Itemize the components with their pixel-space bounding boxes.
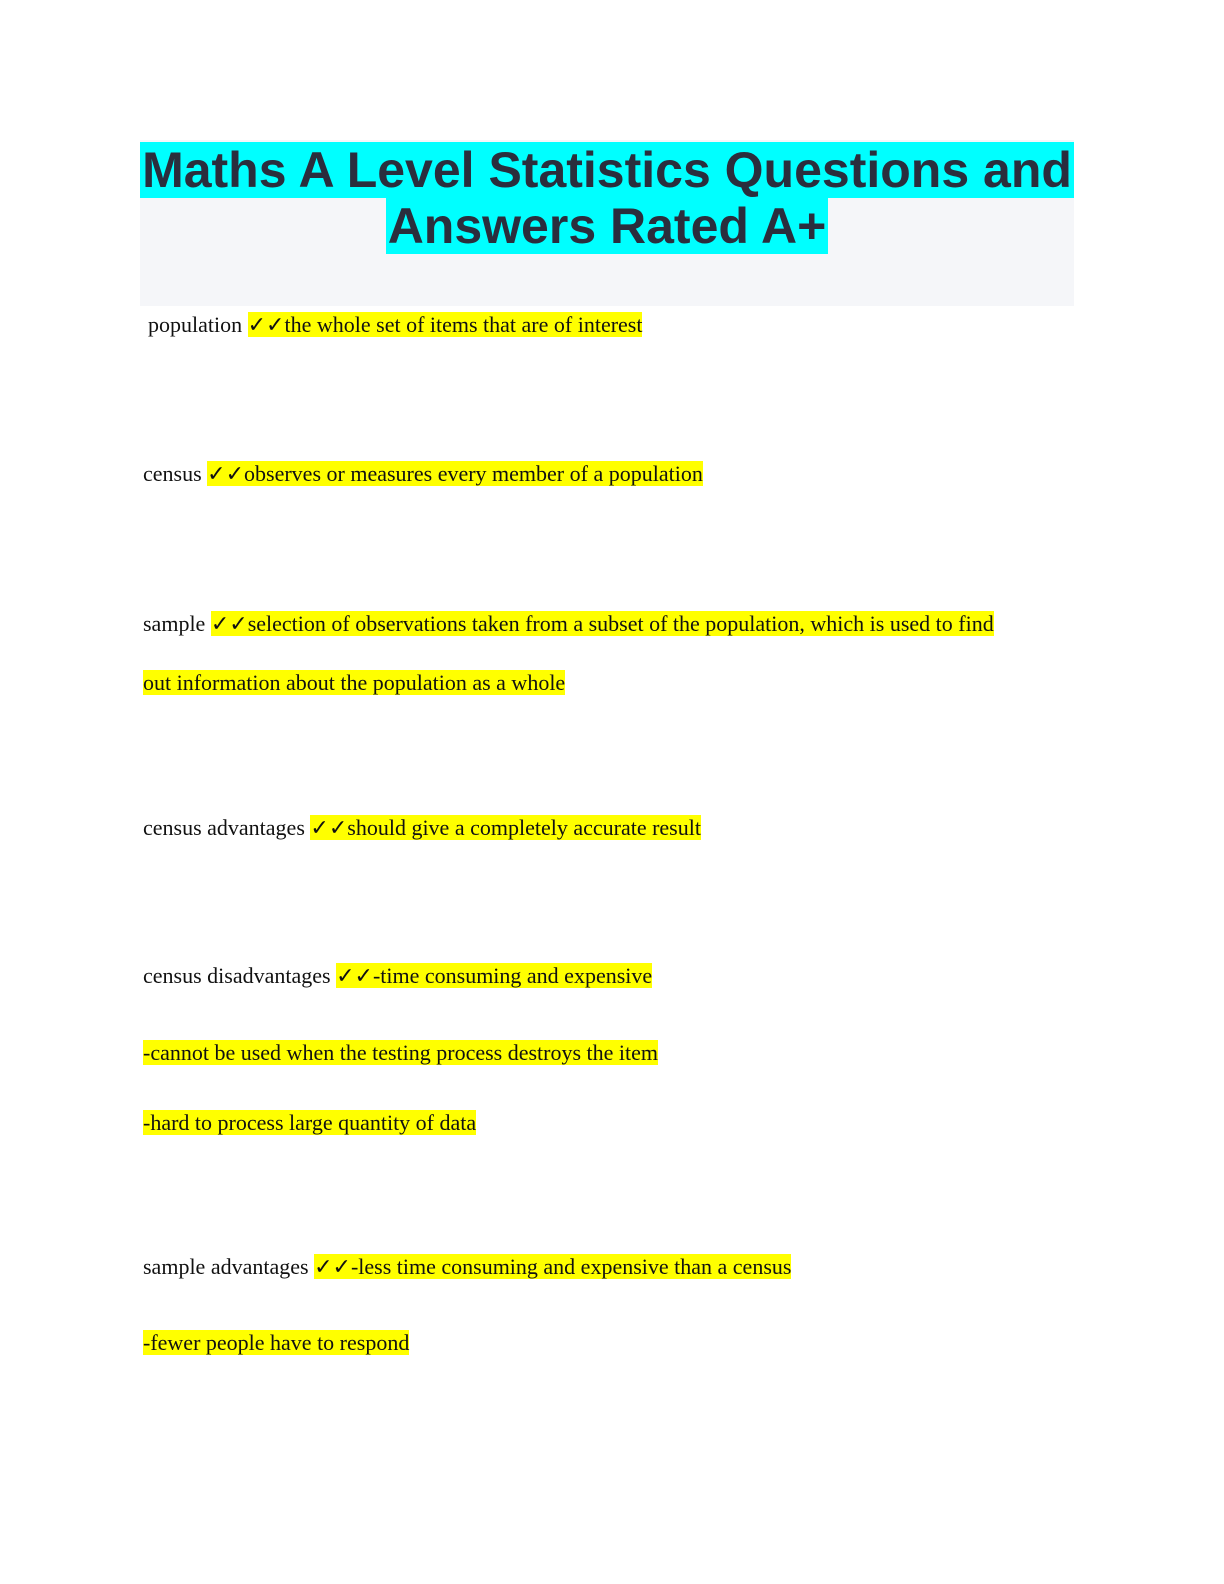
definition-text: -less time consuming and expensive than a census — [350, 1254, 792, 1279]
definition-text: -time consuming and expensive — [372, 963, 653, 988]
entry-population — [148, 310, 642, 341]
definition-text: should give a completely accurate result — [347, 815, 701, 840]
definition-highlight — [336, 963, 652, 988]
definition-highlight — [207, 461, 703, 486]
double-check-icon: ✓✓ — [207, 462, 245, 487]
definition-highlight — [314, 1254, 791, 1279]
definition-text: -hard to process large quantity of data — [143, 1110, 477, 1135]
entry-sample-continued — [143, 668, 565, 698]
double-check-icon: ✓✓ — [210, 612, 248, 637]
entry-census — [143, 459, 703, 490]
entry-census-disadvantages-3 — [143, 1108, 476, 1138]
definition-text: -fewer people have to respond — [143, 1330, 410, 1355]
definition-highlight — [211, 611, 994, 636]
term-label: census advantages — [143, 815, 305, 840]
entry-census-disadvantages-2 — [143, 1038, 658, 1068]
definition-highlight — [248, 312, 643, 337]
term-label: sample — [143, 611, 206, 636]
entry-census-advantages — [143, 813, 701, 844]
double-check-icon: ✓✓ — [310, 816, 348, 841]
entry-sample — [143, 609, 994, 640]
definition-text: -cannot be used when the testing process destroys the item — [143, 1040, 659, 1065]
double-check-icon: ✓✓ — [314, 1255, 351, 1280]
entry-sample-advantages — [143, 1252, 791, 1283]
page-title-line-1: Maths A Level Statistics Questions and — [142, 142, 1072, 198]
entry-census-disadvantages — [143, 961, 652, 992]
double-check-icon: ✓✓ — [336, 964, 373, 989]
term-label: sample advantages — [143, 1254, 309, 1279]
term-label: population — [148, 312, 243, 337]
term-label: census disadvantages — [143, 963, 331, 988]
entry-sample-advantages-2 — [143, 1328, 409, 1358]
definition-text: the whole set of items that are of interest — [284, 312, 643, 337]
term-label: census — [143, 461, 202, 486]
definition-text: observes or measures every member of a population — [244, 461, 703, 486]
definition-text: out information about the population as a whole — [143, 670, 566, 695]
page-title-line-2: Answers Rated A+ — [387, 198, 827, 254]
definition-highlight — [310, 815, 701, 840]
double-check-icon: ✓✓ — [247, 313, 285, 338]
definition-text: selection of observations taken from a subset of the population, which is used to find — [247, 611, 994, 636]
